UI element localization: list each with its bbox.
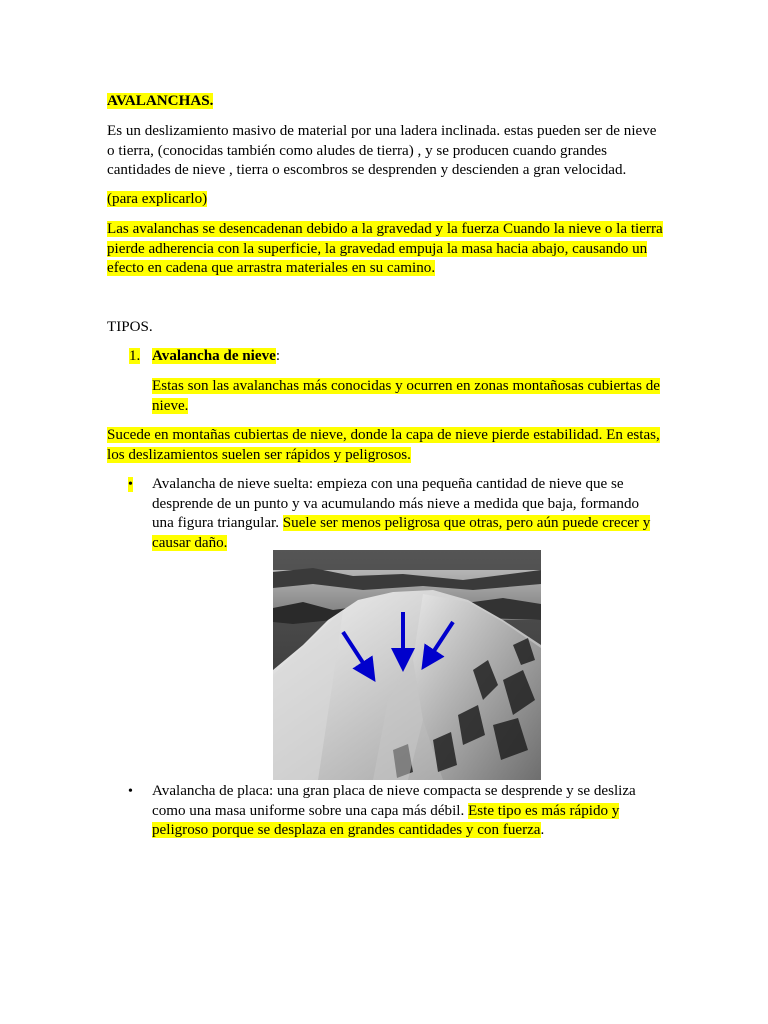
explain-paragraph-highlight: Las avalanchas se desencadenan debido a la gravedad y la fuerza Cuando la nieve o la tierra pierde adherencia con la superficie, la gravedad empuja la masa hacia abajo, causando un efecto en cadena que arrastra materiales en su camino. bbox=[107, 221, 663, 276]
bullet2-highlight: Este tipo es más rápido y peligroso porque se desplaza en grandes cantidades y con fuerza bbox=[152, 802, 620, 838]
mountain-image-svg bbox=[273, 550, 541, 780]
title-highlight: AVALANCHAS. bbox=[107, 93, 214, 109]
bullet1-text bbox=[152, 475, 662, 553]
bullet2-text bbox=[152, 782, 662, 841]
bullet2-plain: Avalancha de placa: una gran placa de nieve compacta se desprende y se desliza como una masa uniforme sobre una capa más débil. bbox=[152, 783, 636, 819]
type1-description-highlight: Estas son las avalanchas más conocidas y ocurren en zonas montañosas cubiertas de nieve. bbox=[152, 378, 660, 414]
type1-heading bbox=[152, 347, 280, 367]
explain-label bbox=[107, 190, 207, 210]
avalanche-mountain-photo bbox=[273, 550, 541, 780]
list-number-1: 1. bbox=[129, 348, 141, 364]
types-heading: TIPOS. bbox=[107, 319, 153, 335]
explain-label-highlight: (para explicarlo) bbox=[107, 191, 208, 207]
snow-context-paragraph bbox=[107, 426, 662, 465]
bullet1-plain: Avalancha de nieve suelta: empieza con una pequeña cantidad de nieve que se desprende de un punto y va acumulando más nieve a medida que baja, formando una figura triangular. bbox=[152, 476, 640, 531]
snow-context-highlight: Sucede en montañas cubiertas de nieve, donde la capa de nieve pierde estabilidad. En estas, los deslizamientos suelen ser rápidos y peligrosos. bbox=[107, 427, 660, 463]
explain-paragraph bbox=[107, 220, 663, 279]
type1-name: Avalancha de nieve bbox=[152, 348, 276, 364]
bullet2-end: . bbox=[540, 822, 545, 838]
type1-description bbox=[152, 377, 662, 416]
type1-suffix: : bbox=[275, 348, 281, 364]
bullet-marker-1: • bbox=[128, 477, 133, 492]
document-title bbox=[107, 92, 213, 112]
bullet1-highlight: Suele ser menos peligrosa que otras, pero aún puede crecer y causar daño. bbox=[152, 515, 651, 551]
intro-paragraph: Es un deslizamiento masivo de material por una ladera inclinada. estas pueden ser de nieve o tierra, (conocidas también como aludes de tierra) , y se producen cuando grandes cantidades de nieve , tierra o escombros se desprenden y descienden a gran velocidad. bbox=[107, 123, 657, 178]
bullet-marker-2: • bbox=[128, 784, 133, 799]
